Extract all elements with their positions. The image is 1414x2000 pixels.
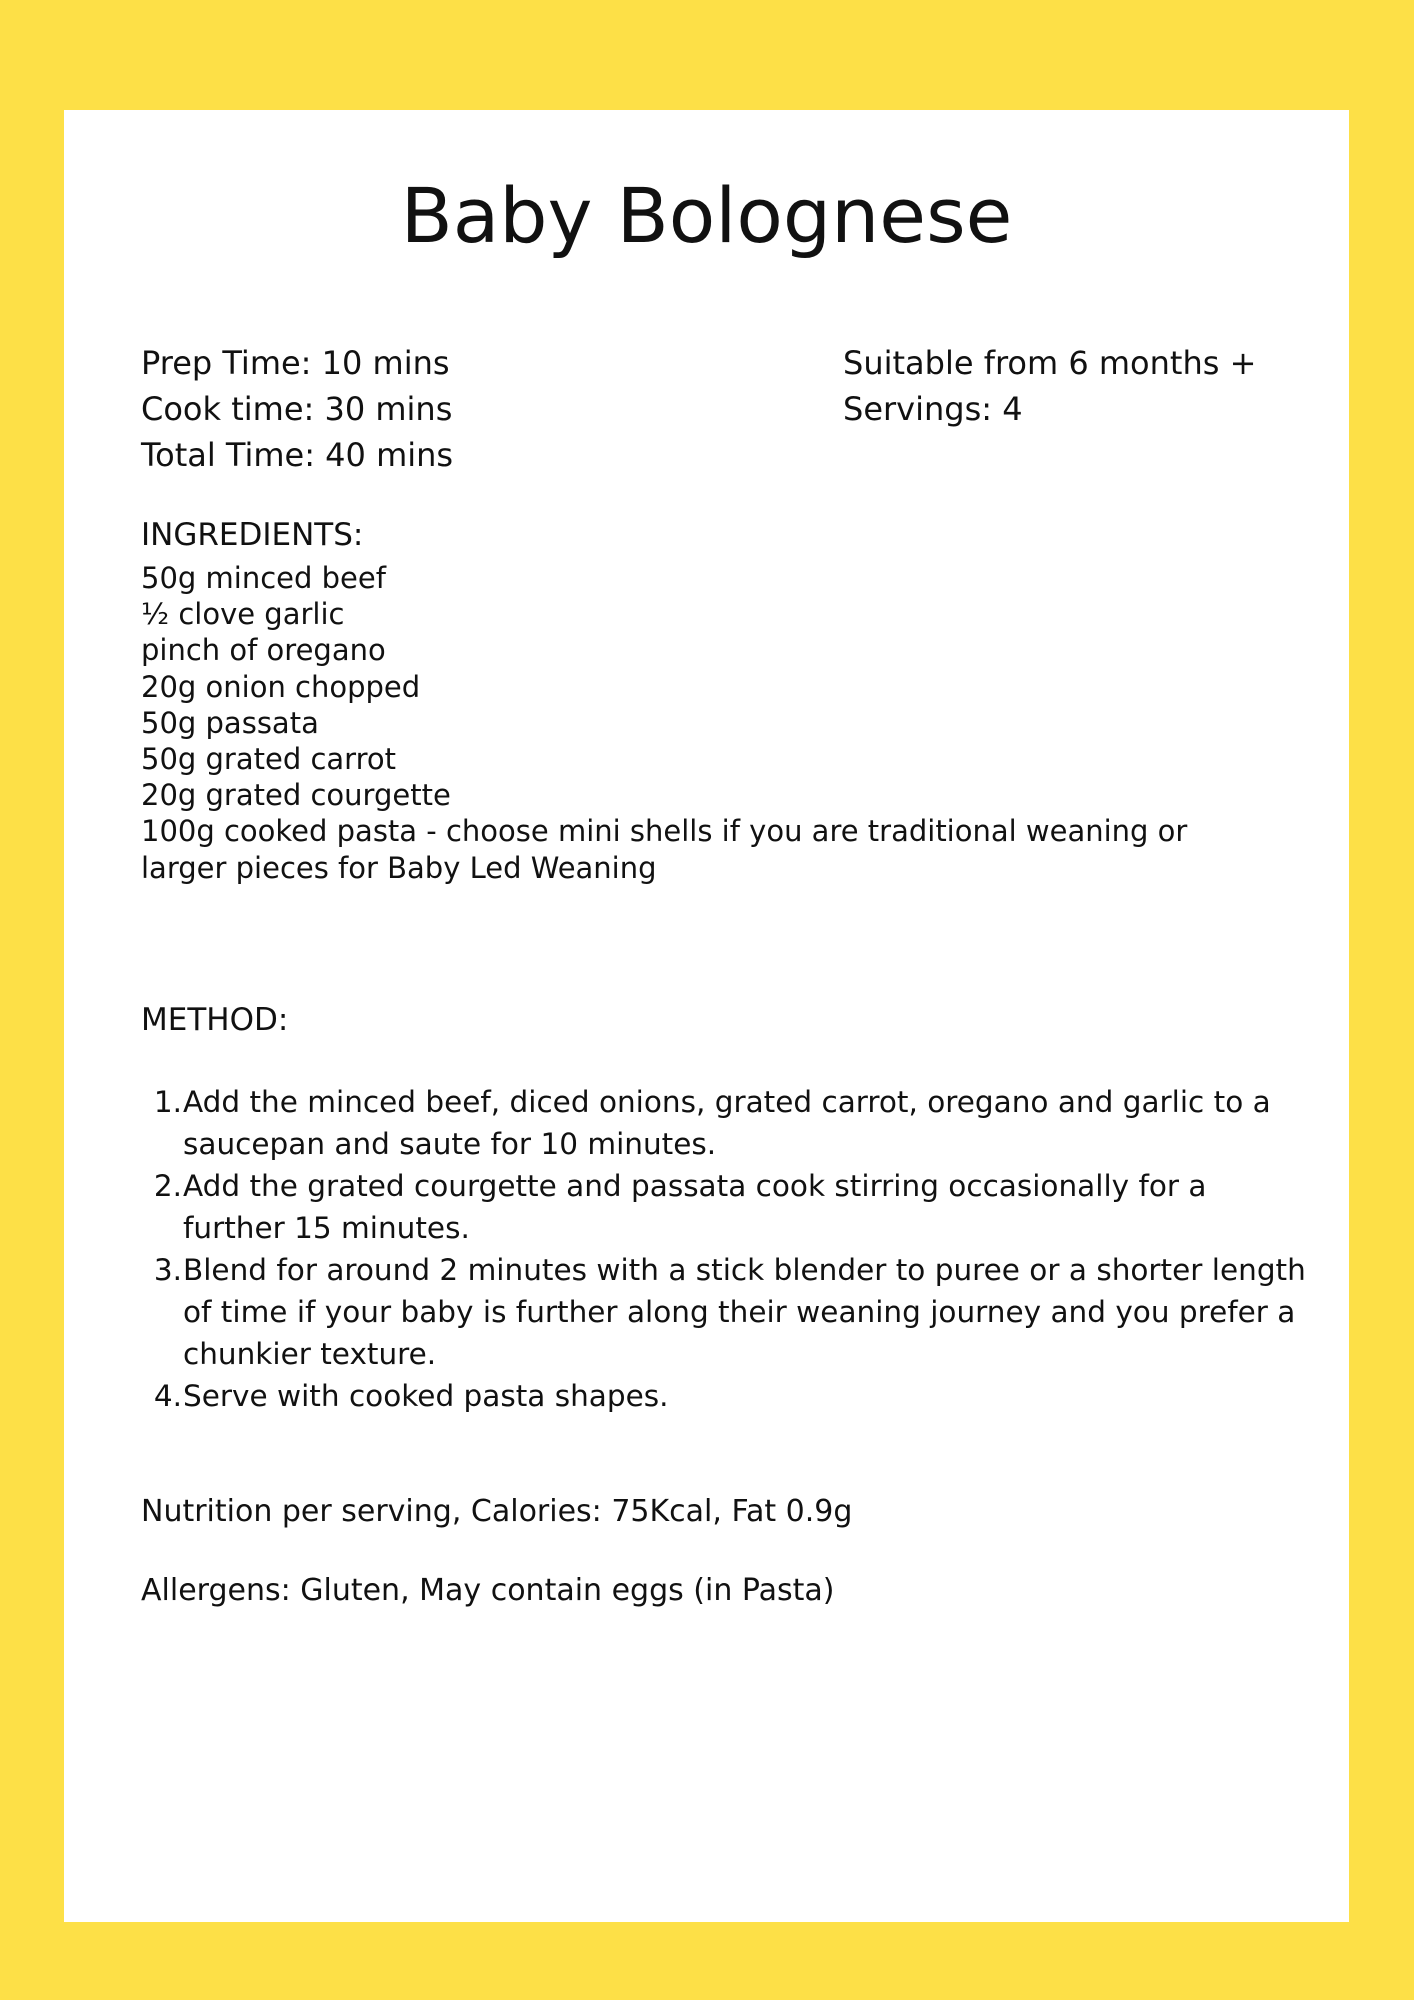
step-number: 1. xyxy=(153,1085,182,1119)
method-step xyxy=(141,1165,1311,1249)
recipe-times xyxy=(141,340,453,478)
recipe-card xyxy=(64,110,1349,1922)
step-text: Add the minced beef, diced onions, grated carrot, oregano and garlic to a saucepan and saute for 10 minutes. xyxy=(183,1085,1271,1161)
servings: Servings: 4 xyxy=(843,390,1023,428)
ingredients-heading: INGREDIENTS: xyxy=(141,517,364,553)
recipe-title: Baby Bolognese xyxy=(400,171,1013,260)
step-number: 3. xyxy=(153,1253,182,1287)
ingredient-item: 100g cooked pasta - choose mini shells if you are traditional weaning or larger pieces for Baby Led Weaning xyxy=(141,814,1188,885)
ingredients-list xyxy=(141,560,1281,886)
ingredient-item: 20g grated courgette xyxy=(141,778,451,813)
total-time: Total Time: 40 mins xyxy=(141,436,454,474)
method-step xyxy=(141,1081,1311,1165)
step-text: Add the grated courgette and passata cook stirring occasionally for a further 15 minutes. xyxy=(183,1169,1207,1245)
method-steps xyxy=(141,1081,1311,1417)
step-number: 4. xyxy=(153,1379,182,1413)
ingredient-item: ½ clove garlic xyxy=(141,597,345,632)
suitable-age: Suitable from 6 months + xyxy=(843,344,1257,382)
nutrition-info: Nutrition per serving, Calories: 75Kcal, Fat 0.9g xyxy=(141,1494,853,1529)
step-number: 2. xyxy=(153,1169,182,1203)
step-text: Serve with cooked pasta shapes. xyxy=(183,1379,669,1413)
allergens-info: Allergens: Gluten, May contain eggs (in Pasta) xyxy=(141,1573,835,1608)
prep-time: Prep Time: 10 mins xyxy=(141,344,450,382)
method-step xyxy=(141,1375,1311,1417)
method-heading: METHOD: xyxy=(141,1002,289,1038)
step-text: Blend for around 2 minutes with a stick blender to puree or a shorter length of time if your baby is further along their weaning journey and you prefer a chunkier texture. xyxy=(183,1253,1306,1371)
ingredient-item: 20g onion chopped xyxy=(141,669,421,704)
cook-time: Cook time: 30 mins xyxy=(141,390,453,428)
recipe-suitability xyxy=(843,340,1256,432)
ingredient-item: 50g passata xyxy=(141,705,319,740)
ingredient-item: 50g minced beef xyxy=(141,561,386,595)
ingredient-item: 50g grated carrot xyxy=(141,742,396,777)
method-step xyxy=(141,1249,1311,1375)
ingredient-item: pinch of oregano xyxy=(141,633,386,668)
